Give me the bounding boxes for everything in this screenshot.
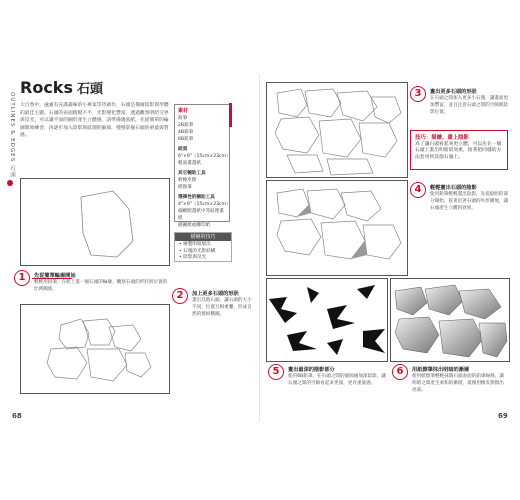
sketch-frame-3: [266, 82, 408, 178]
step6-text: 使用紙擦筆輕輕抹開石頭表面的鉛筆線條，讓明暗之間產生柔和的漸層，最後用橡皮擦擦出亮部。: [412, 374, 504, 393]
left-page: [6, 74, 260, 422]
step3-text: 在石頭之間加入更多小石塊，讓畫面更加豐富，並且注意石頭之間的空隙與陰影位置。: [430, 96, 509, 115]
step5-text: 使用6B鉛筆，在石頭之間的縫隙處加深陰影，讓石頭之間的空隙看起來更深，更有重量感。: [288, 374, 386, 386]
technique-heading: 描繪的技巧: [175, 233, 231, 241]
material-item: 6B鉛筆: [178, 137, 194, 142]
step1-text: 輕輕用鉛筆，在紙上畫一個石頭的輪廓，觀察石頭的形狀與位置的比例關係。: [34, 280, 168, 292]
rock-group-sketch: [21, 305, 169, 393]
chapter-dot-icon: [7, 180, 13, 186]
step-number-1: 1: [14, 270, 30, 286]
technique-item: • 石塊的光影結構: [179, 248, 216, 254]
right-page: [260, 74, 514, 422]
material-item: 4B鉛筆: [178, 130, 194, 135]
extra-heading: 選擇性的輔助工具: [178, 195, 215, 200]
step-number-3: 3: [410, 86, 426, 102]
title-chinese: 石頭: [76, 82, 103, 97]
sketch-frame-4: [266, 180, 408, 276]
accent-tab: [229, 103, 232, 127]
step-number-5: 5: [268, 364, 284, 380]
tip-heading: 技巧：描繪、畫上陰影: [415, 135, 469, 141]
sidebar-label: OUTLINES & EDGES 石頭: [9, 92, 15, 178]
tool-item: 紙擦筆: [178, 185, 192, 190]
step4-text: 使用鉛筆輕輕畫出陰影，先從最暗的部分開始，接著沿著石頭的外形擴展，讓石頭產生立體的效果。: [430, 192, 509, 211]
page-number: 68: [12, 412, 22, 420]
page-title: [20, 78, 103, 97]
material-item: 鉛筆: [178, 116, 188, 121]
tool-item: 軟橡皮擦: [178, 178, 197, 183]
tools-heading: 其它輔助工具: [178, 171, 206, 176]
technique-box: [174, 232, 232, 262]
materials-heading: 素材: [178, 108, 189, 114]
tip-box: [410, 130, 508, 170]
step-number-6: 6: [392, 364, 408, 380]
rock-outline-sketch: [21, 179, 169, 265]
step2-heading: 加上更多石頭的形狀: [192, 291, 239, 297]
step-number-4: 4: [410, 182, 426, 198]
book-spread: [6, 74, 514, 422]
sketch-frame-2: [20, 304, 170, 394]
step2-text: 畫出其他石頭，讓石頭的大小不同，位置互相重疊，形成自然的群組構圖。: [192, 298, 252, 317]
extra-text: 4"×9"（15cm×23cm）細緻版畫紙中等紋理畫紙: [178, 202, 231, 221]
technique-item: • 陰影與反光: [179, 255, 207, 261]
page-number: 69: [498, 412, 508, 420]
paper-heading: 紙張: [178, 147, 188, 152]
step5-heading: 畫出最深的陰影部分: [288, 367, 335, 373]
intro-paragraph: 大自然中，處處有充滿趣味的小專案等待創作，石頭是描繪陰影與形體的最佳主題。石頭的表面粗糙不平，光影變化豐富，透過觀察明暗交界與反光，可以讓平面的圖形產生立體感。請準備幾張紙，先從簡單的輪廓開始練習，再逐步加入陰影與紋理的細節，慢慢掌握石頭的重量與質感。: [20, 103, 169, 139]
sketch-frame-6: [390, 278, 510, 362]
paper-text: 6"×9"（15cm×23cm）粗面畫畫紙: [178, 154, 231, 166]
extra-text-2: 描圖紙或轉印紙: [178, 223, 211, 228]
materials-box: [174, 104, 231, 228]
step4-heading: 輕輕畫出石頭的陰影: [430, 185, 477, 191]
blended-rocks-sketch: [391, 279, 509, 361]
step6-heading: 用紙擦筆抹出明暗的漸層: [412, 367, 470, 373]
technique-item: • 繪製明暗層次: [179, 242, 211, 248]
title-english: Rocks: [20, 78, 73, 97]
step1-heading: 先從簡單輪廓開始: [34, 273, 76, 279]
tip-text: 為了讓石頭看起來更立體，可以先在一個石頭上畫出明暗的效果，接著把同樣的方法套用到其他石頭上。: [415, 141, 502, 160]
material-item: 2B鉛筆: [178, 123, 194, 128]
sketch-frame-1: [20, 178, 170, 266]
dark-crevices-sketch: [267, 279, 387, 361]
chapter-sidebar: [6, 84, 16, 194]
shaded-rocks-sketch: [267, 181, 407, 275]
sketch-frame-5: [266, 278, 388, 362]
step-number-2: 2: [172, 288, 188, 304]
step3-heading: 畫出更多石頭的形狀: [430, 89, 477, 95]
rock-cluster-sketch: [267, 83, 407, 177]
